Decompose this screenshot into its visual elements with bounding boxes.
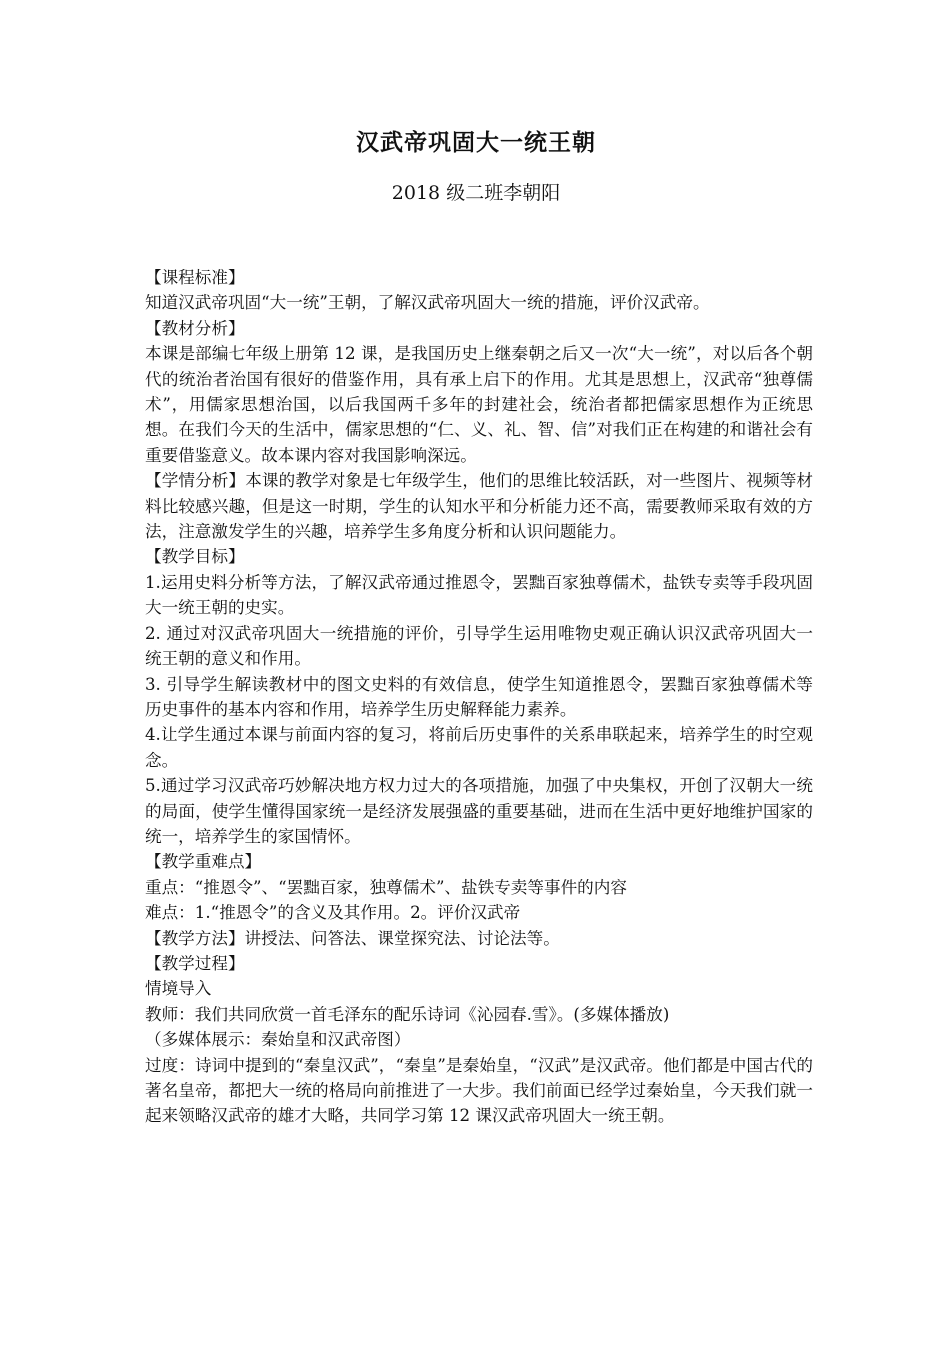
paragraph-material: 本课是部编七年级上册第 12 课，是我国历史上继秦朝之后又一次“大一统”，对以后各个朝代的统治者治国有很好的借鉴作用，具有承上启下的作用。尤其是思想上，汉武帝“独尊儒术”，用儒家思想治国，以后我国两千多年的封建社会，统治者都把儒家思想作为正统思想。在我们今天的生活中，儒家思想的“仁、义、礼、智、信”对我们正在构建的和谐社会有重要借鉴意义。故本课内容对我国影响深远。	[145, 344, 813, 465]
paragraph-transition: 过度：诗词中提到的“秦皇汉武”，“秦皇”是秦始皇，“汉武”是汉武帝。他们都是中国古代的著名皇帝，都把大一统的格局向前推进了一大步。我们前面已经学过秦始皇，今天我们就一起来领略汉武帝的雄才大略，共同学习第 12 课汉武帝巩固大一统王朝。	[145, 1055, 813, 1126]
goal-item: 1.运用史料分析等方法，了解汉武帝通过推恩令，罢黜百家独尊儒术，盐铁专卖等手段巩固大一统王朝的史实。	[145, 572, 813, 618]
goal-item: 3. 引导学生解读教材中的图文史料的有效信息，使学生知道推恩令，罢黜百家独尊儒术等历史事件的基本内容和作用，培养学生历史解释能力素养。	[145, 674, 813, 719]
teacher-line: 教师：我们共同欣赏一首毛泽东的配乐诗词《沁园春.雪》。(多媒体播放)	[145, 1004, 670, 1024]
key-point: 重点：“推恩令”、“罢黜百家，独尊儒术”、盐铁专卖等事件的内容	[145, 877, 627, 897]
media-line: （多媒体展示：秦始皇和汉武帝图）	[145, 1030, 411, 1050]
section-heading-keypoints: 【教学重难点】	[145, 852, 262, 872]
goal-item: 4.让学生通过本课与前面内容的复习，将前后历史事件的关系串联起来，培养学生的时空观念。	[145, 725, 813, 770]
document-body	[145, 265, 813, 1129]
section-heading-goals: 【教学目标】	[145, 547, 245, 567]
page-subtitle: 2018 级二班李朝阳	[391, 182, 561, 204]
paragraph-standard: 知道汉武帝巩固“大一统”王朝，了解汉武帝巩固大一统的措施，评价汉武帝。	[145, 293, 710, 313]
paragraph-students: 【学情分析】本课的教学对象是七年级学生，他们的思维比较活跃，对一些图片、视频等材料比较感兴趣，但是这一时期，学生的认知水平和分析能力还不高，需要教师采取有效的方法，注意激发学生的兴趣，培养学生多角度分析和认识问题能力。	[145, 471, 813, 542]
section-heading-process: 【教学过程】	[145, 953, 245, 973]
section-heading-material: 【教材分析】	[145, 318, 245, 338]
page-title: 汉武帝巩固大一统王朝	[356, 129, 596, 156]
goal-item: 2. 通过对汉武帝巩固大一统措施的评价，引导学生运用唯物史观正确认识汉武帝巩固大一统王朝的意义和作用。	[145, 623, 813, 669]
intro-heading: 情境导入	[145, 979, 212, 999]
section-heading-standard: 【课程标准】	[145, 268, 245, 287]
paragraph-methods: 【教学方法】讲授法、问答法、课堂探究法、讨论法等。	[145, 928, 560, 948]
goal-item: 5.通过学习汉武帝巧妙解决地方权力过大的各项措施，加强了中央集权，开创了汉朝大一统的局面，使学生懂得国家统一是经济发展强盛的重要基础，进而在生活中更好地维护国家的统一，培养学生的家国情怀。	[145, 776, 813, 846]
difficult-point: 难点：1.“推恩令”的含义及其作用。2。评价汉武帝	[145, 903, 521, 923]
